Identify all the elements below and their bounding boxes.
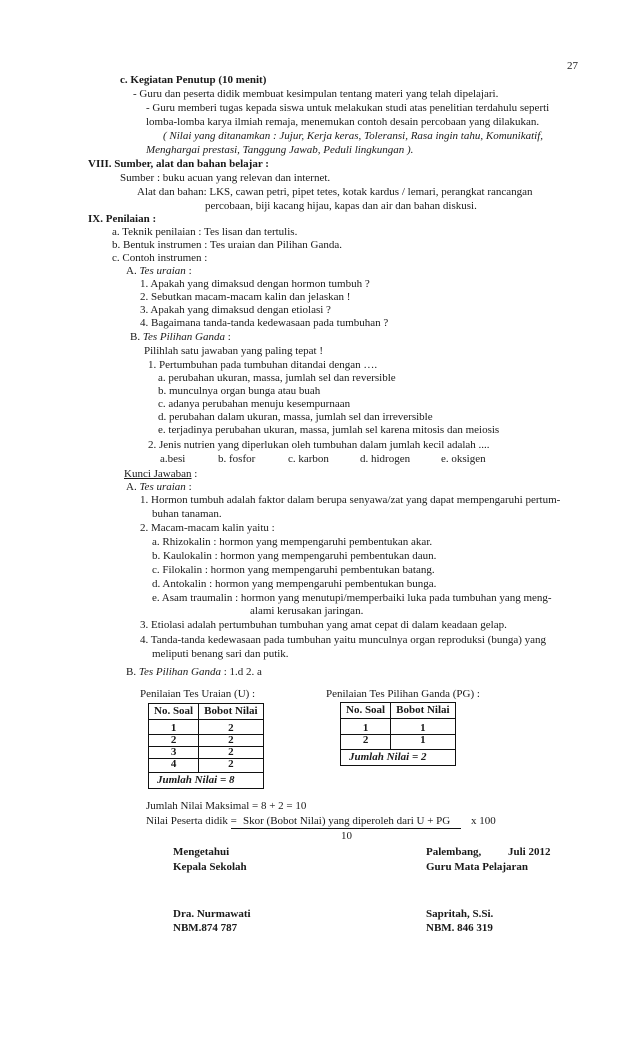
table-total: Jumlah Nilai = 2 [341,750,456,766]
table-cell: 2 [341,735,391,750]
table-cell: 1 [391,719,455,735]
kalin-d: d. Antokalin : hormon yang mempengaruhi pembentukan bunga. [152,578,437,590]
nilai-maksimal: Jumlah Nilai Maksimal = 8 + 2 = 10 [146,800,307,812]
table-total: Jumlah Nilai = 8 [149,773,264,789]
bentuk-instrumen: b. Bentuk instrumen : Tes uraian dan Pilihan Ganda. [112,239,342,251]
nilai-peserta-numerator: Skor (Bobot Nilai) yang diperoleh dari U + PG [243,815,451,827]
kunci-answer-1-cont: buhan tanaman. [152,508,222,520]
contoh-instrumen: c. Contoh instrumen : [112,252,208,264]
kunci-answer-4-cont: meliputi benang sari dan putik. [152,648,289,660]
table-cell: 1 [341,719,391,735]
section-8-heading: VIII. Sumber, alat dan bahan belajar : [88,158,269,170]
pg-q2-option-d: d. hidrogen [360,453,411,465]
table-cell: 2 [199,747,263,759]
sign-right-role: Guru Mata Pelajaran [426,861,529,873]
table-cell: 1 [391,735,455,750]
kunci-answer-4: 4. Tanda-tanda kedewasaan pada tumbuhan yaitu munculnya organ reproduksi (bunga) yang [140,634,547,646]
pg-question-2: 2. Jenis nutrien yang diperlukan oleh tumbuhan dalam jumlah kecil adalah .... [148,439,490,451]
penilaian-pg-label: Penilaian Tes Pilihan Ganda (PG) : [326,688,480,700]
table-header: No. Soal [149,704,199,720]
uraian-question-3: 3. Apakah yang dimaksud dengan etiolasi ? [140,304,331,316]
penutup-line-1: - Guru dan peserta didik membuat kesimpulan tentang materi yang telah dipelajari. [133,88,499,100]
nilai-peserta-denominator: 10 [341,830,352,842]
kunci-heading: Kunci Jawaban : [124,468,198,480]
penutup-line-5: Menghargai prestasi, Tanggung Jawab, Peduli lingkungan ). [146,144,414,156]
kunci-uraian-heading: A. Tes uraian : [126,481,192,493]
fraction-bar [231,828,461,829]
uraian-question-4: 4. Bagaimana tanda-tanda kedewasaan pada tumbuhan ? [140,317,389,329]
table-cell: 2 [149,735,199,747]
kalin-b: b. Kaulokalin : hormon yang mempengaruhi pembentukan daun. [152,550,437,562]
penutup-line-2: - Guru memberi tugas kepada siswa untuk melakukan studi atas penelitian terdahulu seperti [146,102,550,114]
pg-q2-option-b: b. fosfor [218,453,256,465]
sign-right-place: Palembang, [426,846,482,858]
penutup-line-3: lomba-lomba karya ilmiah remaja, menemukan contoh desain percobaan yang dilakukan. [146,116,540,128]
kalin-a: a. Rhizokalin : hormon yang mempengaruhi pembentukan akar. [152,536,433,548]
table-cell: 3 [149,747,199,759]
nilai-peserta-label: Nilai Peserta didik = [146,815,237,827]
kunci-answer-3: 3. Etiolasi adalah pertumbuhan tumbuhan yang amat cepat di dalam keadaan gelap. [140,619,507,631]
penutup-heading: c. Kegiatan Penutup (10 menit) [120,74,267,86]
table-header: Bobot Nilai [199,704,263,720]
sign-left-role: Kepala Sekolah [173,861,247,873]
sumber-line: Sumber : buku acuan yang relevan dan internet. [120,172,331,184]
sign-right-nbm: NBM. 846 319 [426,922,493,934]
kalin-e-cont: alami kerusakan jaringan. [250,605,364,617]
nilai-peserta-times: x 100 [471,815,496,827]
pg-score-table [340,702,456,766]
sign-left-nbm: NBM.874 787 [173,922,238,934]
pg-q1-option-d: d. perubahan dalam ukuran, massa, jumlah sel dan irreversible [158,411,433,423]
kunci-pg-line: B. Tes Pilihan Ganda : 1.d 2. a [126,666,262,678]
alat-line-2: percobaan, biji kacang hijau, kapas dan air dan bahan diskusi. [205,200,477,212]
teknik-penilaian: a. Teknik penilaian : Tes lisan dan tertulis. [112,226,298,238]
table-cell: 2 [199,759,263,773]
table-cell: 4 [149,759,199,773]
pg-q2-option-e: e. oksigen [441,453,486,465]
kalin-e: e. Asam traumalin : hormon yang menutupi/memperbaiki luka pada tumbuhan yang meng- [152,592,552,604]
pg-q1-option-a: a. perubahan ukuran, massa, jumlah sel dan reversible [158,372,396,384]
page-number: 27 [567,60,578,72]
pg-q1-option-e: e. terjadinya perubahan ukuran, massa, jumlah sel karena mitosis dan meiosis [158,424,500,436]
sign-right-date: Juli 2012 [508,846,551,858]
uraian-score-table [148,703,264,789]
tes-pg-heading: B. Tes Pilihan Ganda : [130,331,231,343]
penilaian-uraian-label: Penilaian Tes Uraian (U) : [140,688,256,700]
kalin-c: c. Filokalin : hormon yang mempengaruhi pembentukan batang. [152,564,435,576]
pg-q1-option-c: c. adanya perubahan menuju kesempurnaan [158,398,351,410]
tes-uraian-heading: A. Tes uraian : [126,265,192,277]
penutup-line-4: ( Nilai yang ditanamkan : Jujur, Kerja keras, Toleransi, Rasa ingin tahu, Komunikatif, [163,130,544,142]
table-cell: 2 [199,735,263,747]
sign-left-name: Dra. Nurmawati [173,908,251,920]
sign-left-title: Mengetahui [173,846,230,858]
kunci-answer-1: 1. Hormon tumbuh adalah faktor dalam berupa senyawa/zat yang dapat mempengaruhi pertum- [140,494,561,506]
sign-right-name: Sapritah, S.Si. [426,908,494,920]
uraian-question-1: 1. Apakah yang dimaksud dengan hormon tumbuh ? [140,278,370,290]
pg-instruction: Pilihlah satu jawaban yang paling tepat ! [144,345,324,357]
uraian-question-2: 2. Sebutkan macam-macam kalin dan jelaskan ! [140,291,351,303]
pg-q1-option-b: b. munculnya organ bunga atau buah [158,385,321,397]
table-cell: 2 [199,720,263,735]
kunci-answer-2: 2. Macam-macam kalin yaitu : [140,522,275,534]
table-header: Bobot Nilai [391,703,455,719]
section-9-heading: IX. Penilaian : [88,213,157,225]
pg-q2-option-a: a.besi [160,453,186,465]
table-cell: 1 [149,720,199,735]
table-header: No. Soal [341,703,391,719]
alat-line-1: Alat dan bahan: LKS, cawan petri, pipet tetes, kotak kardus / lemari, perangkat rancangan [137,186,533,198]
pg-q2-option-c: c. karbon [288,453,329,465]
pg-question-1: 1. Pertumbuhan pada tumbuhan ditandai dengan …. [148,359,378,371]
